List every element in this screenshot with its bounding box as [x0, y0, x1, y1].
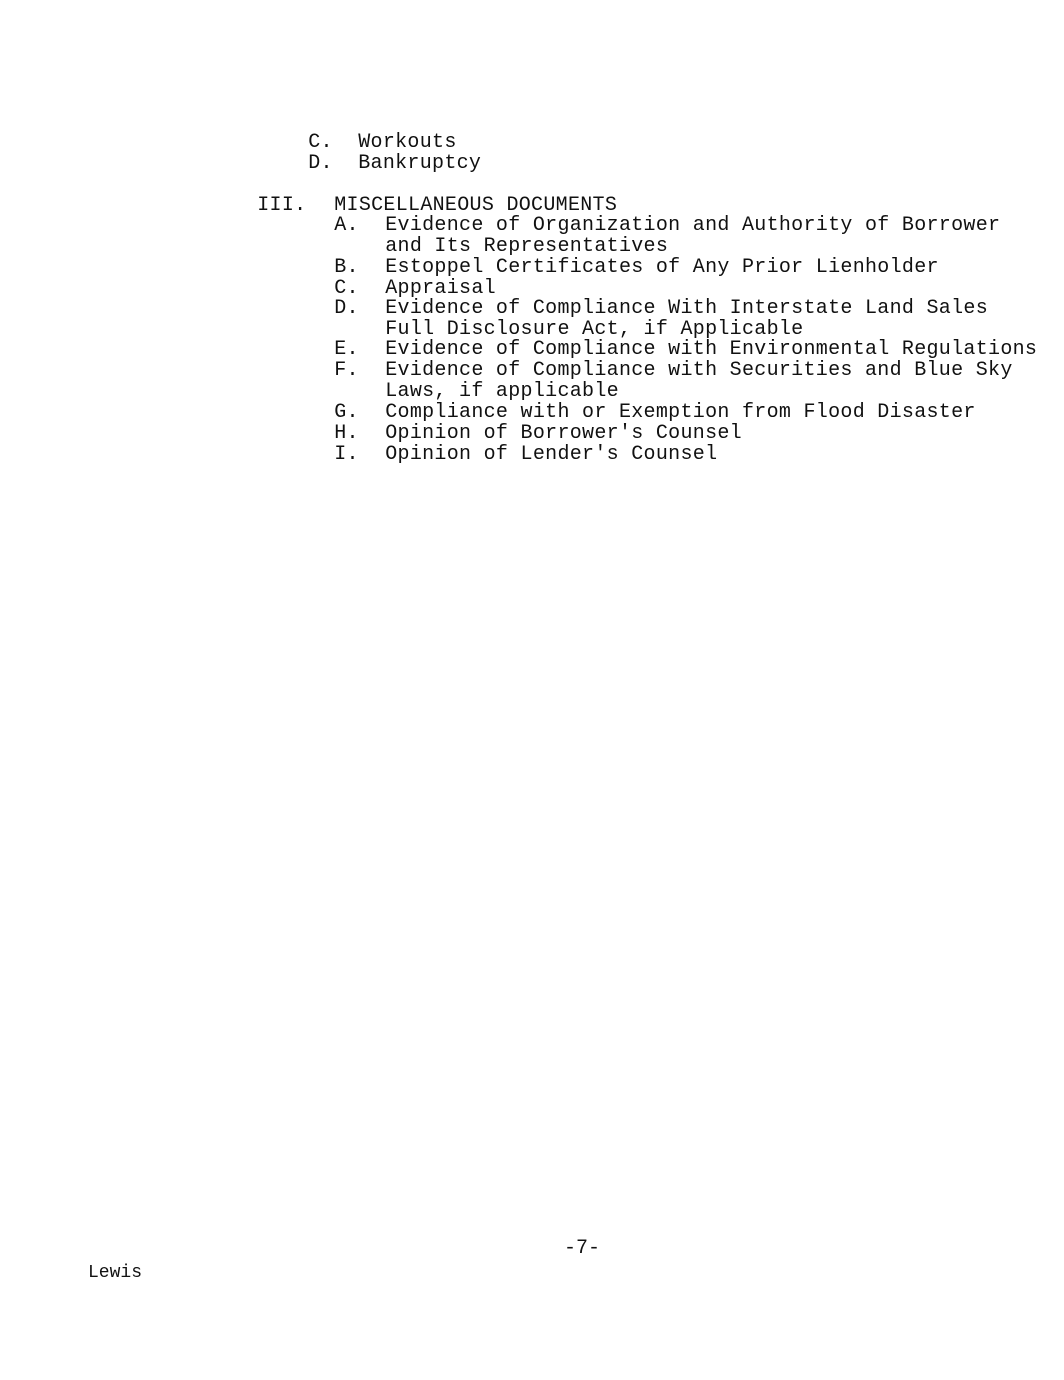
outline-label: F.	[334, 359, 359, 382]
author-name: Lewis	[88, 1263, 143, 1283]
outline-text: Opinion of Lender's Counsel	[385, 443, 718, 466]
outline-label: C.	[308, 131, 333, 154]
outline-text: Full Disclosure Act, if Applicable	[385, 318, 804, 341]
outline-label: E.	[334, 338, 359, 361]
outline-label: G.	[334, 401, 359, 424]
outline-label: B.	[334, 256, 359, 279]
outline-label: D.	[334, 297, 359, 320]
outline-text: and Its Representatives	[385, 235, 669, 258]
outline-text: Estoppel Certificates of Any Prior Lienholder	[385, 256, 939, 279]
outline-item-i	[285, 423, 717, 486]
section-label: III.	[257, 194, 307, 217]
outline-text: Compliance with or Exemption from Flood Disaster	[385, 401, 976, 424]
outline-text: Evidence of Compliance With Interstate Land Sales	[385, 297, 989, 320]
outline-label: I.	[334, 443, 359, 466]
outline-text: Evidence of Organization and Authority of Borrower	[385, 214, 1001, 237]
outline-label: D.	[308, 152, 333, 175]
outline-text: Evidence of Compliance with Environmental Regulations	[385, 338, 1038, 361]
outline-text: Opinion of Borrower's Counsel	[385, 422, 742, 445]
outline-text: Laws, if applicable	[385, 380, 619, 403]
outline-text: Evidence of Compliance with Securities and Blue Sky	[385, 359, 1013, 382]
page-number: -7-	[564, 1237, 601, 1260]
section-title: MISCELLANEOUS DOCUMENTS	[334, 194, 618, 217]
outline-text: Appraisal	[385, 277, 496, 300]
outline-label: C.	[334, 277, 359, 300]
outline-label: H.	[334, 422, 359, 445]
outline-label: A.	[334, 214, 359, 237]
outline-text: Workouts	[358, 131, 457, 154]
outline-text: Bankruptcy	[358, 152, 482, 175]
